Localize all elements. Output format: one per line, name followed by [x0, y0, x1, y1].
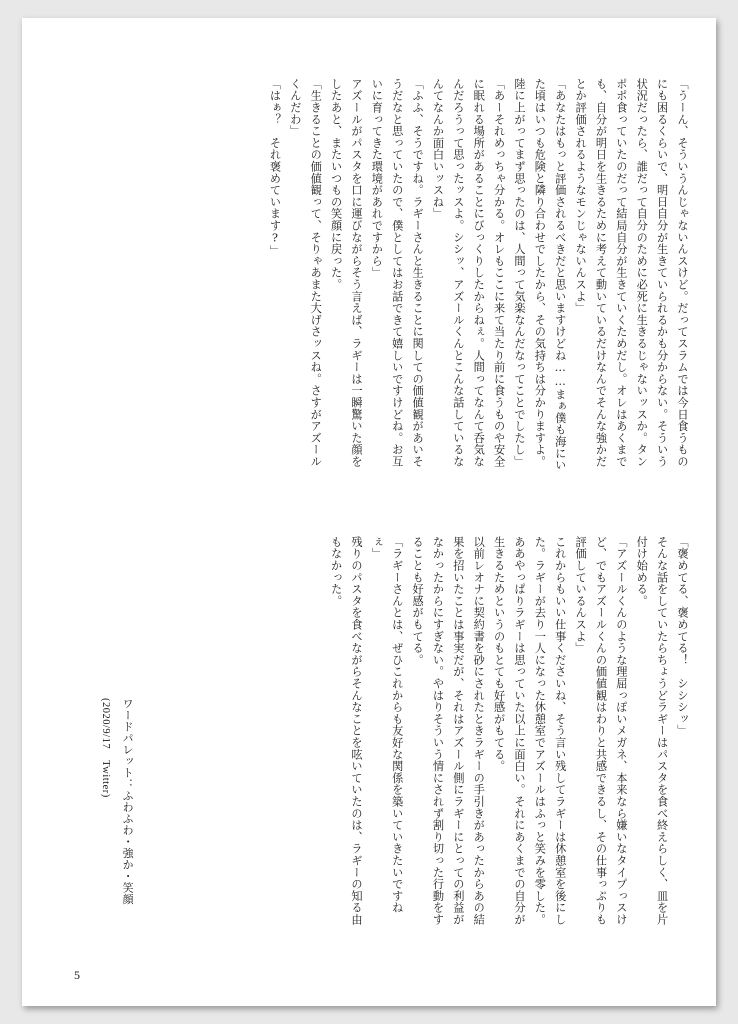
body-text-lower-block	[242, 536, 692, 926]
paragraph: 「ふふ、そうですね。ラギーさんと生きることに関しての価値観があいそうだなと思っていたので、僕としてはお話できて嬉しいですけどね。お互いに育ってきた環境があれですから」	[370, 78, 425, 468]
word-palette-label: ワードパレット：ふわふわ・強か・笑顔	[121, 698, 135, 905]
paragraph: 残りのパスタを食べながらそんなことを呟いていたのは、ラギーの知る由もなかった。	[329, 536, 363, 926]
paragraph: 「ラギーさんとは、ぜひこれからも友好な関係を築いていきたいですねぇ」	[370, 536, 404, 914]
paragraph: 「はぁ？ それ褒めています?」	[268, 78, 282, 257]
page-number: 5	[74, 968, 80, 982]
paragraph: 「あーそれめっちゃ分かる。オレもここに来て当たり前に食うものや安全に眠れる場所があることにびっくりしたからねぇ。人間ってなんて呑気なんだろうって思ったッスよ。シシッ、アズールくんとこんな話しているなんてなんか面白いッスね」	[431, 78, 506, 468]
paragraph: アズールがパスタを口に運びながらそう言えば、ラギーは一瞬驚いた顔をしたあと、またいつもの笑顔に戻った。	[329, 78, 363, 468]
paragraph: 「あなたはもっと評価されるべきだと思いますけどね……まぁ僕も海にいた頃はいつも危険と隣り合わせでしたから、その気持ちは分かりますよ。陸に上がってまず思ったのは、人間って気楽なんだなってことでしたし」	[513, 78, 567, 471]
paragraph: ああやっぱりラギーは思っていた以上に面白い。それにあくまでの自分が生きるためというのもとても好感がもてる。	[492, 536, 526, 926]
paragraph: そんな話をしていたらちょうどラギーはパスタを食べ終えらしく、皿を片付け始める。	[635, 536, 669, 926]
paragraph: 「アズールくんのような理屈っぽいメガネ、本来なら嫌いなタイプっスけど、でもアズールくんの価値観はわりと共感できるし、その仕事っぷりも評価しているんスよ」	[574, 536, 628, 926]
paragraph: 「うーん、そういうんじゃないんスけど。だってスラムでは今日食うものにも困るくらいで、明日自分が生きていられるかも分からない。そういう状況だったら、誰だって自分のために必死に生きるじゃないッスか。タンポポ食っていたのだって結局自分が生きていくためだし。オレはあくまでも、自分が明日を生きるために考えて動いているだけなんでそんな強かだとか評価されるようなモンじゃないんスよ」	[574, 78, 689, 468]
paragraph: 「褒めてる、褒めてる！ シシシッ」	[676, 536, 689, 737]
document-page	[22, 18, 716, 1006]
credit-date-source: (2020/9/17 Twitter)	[100, 698, 112, 798]
credits-block	[94, 698, 139, 928]
paragraph: 「生きることの価値観って、そりゃあまた大げさッスね。さすがアズールくんだわ」	[288, 78, 323, 468]
paragraph: 以前レオナに契約書を砂にされたときラギーの手引きがあったからあの結果を招いたことは事実だが、それはアズール側にラギーにとっての利益がなかったからにすぎない。やはりそういう情にされず割り切った行動をすることも好感がもてる。	[411, 536, 486, 926]
body-text-upper-block	[72, 78, 692, 478]
paragraph: これからもいい仕事くださいね、そう言い残してラギーは休憩室を後にした。ラギーが去り一人になった休憩室でアズールはふっと笑みを零した。	[533, 536, 567, 926]
